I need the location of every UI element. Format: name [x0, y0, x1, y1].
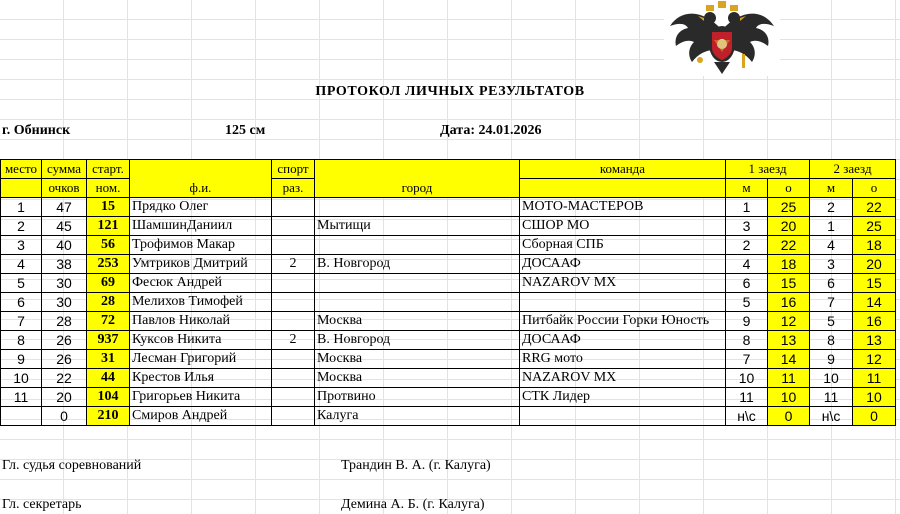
- result-city: Москва: [315, 369, 520, 388]
- result-rider-name: Куксов Никита: [130, 331, 272, 350]
- result-start-number: 121: [87, 217, 130, 236]
- result-points-total: 0: [42, 407, 87, 426]
- result-sport-rank: 2: [272, 331, 315, 350]
- table-row: [1, 350, 896, 369]
- result-rider-name: Трофимов Макар: [130, 236, 272, 255]
- result-start-number: 31: [87, 350, 130, 369]
- result-race1-points: 25: [768, 198, 810, 217]
- result-start-number: 72: [87, 312, 130, 331]
- chief-secretary-name: Демина А. Б. (г. Калуга): [341, 497, 485, 512]
- result-city: Москва: [315, 350, 520, 369]
- table-row: [1, 331, 896, 350]
- result-city: [315, 198, 520, 217]
- result-race1-points: 22: [768, 236, 810, 255]
- result-race2-points: 14: [853, 293, 896, 312]
- table-row: [1, 312, 896, 331]
- header-race2-points: о: [853, 179, 896, 198]
- result-race1-place: 2: [726, 236, 768, 255]
- result-rider-name: Фесюк Андрей: [130, 274, 272, 293]
- result-points-total: 30: [42, 293, 87, 312]
- result-race1-place: 10: [726, 369, 768, 388]
- result-start-number: 15: [87, 198, 130, 217]
- result-team: NAZAROV MX: [520, 274, 726, 293]
- header-name: ф.и.: [130, 160, 272, 198]
- result-city: [315, 293, 520, 312]
- result-points-total: 47: [42, 198, 87, 217]
- result-race1-points: 18: [768, 255, 810, 274]
- result-race1-points: 15: [768, 274, 810, 293]
- protocol-title: ПРОТОКОЛ ЛИЧНЫХ РЕЗУЛЬТАТОВ: [315, 84, 585, 99]
- result-race2-place: 7: [810, 293, 853, 312]
- result-start-number: 44: [87, 369, 130, 388]
- header-row-1: [1, 160, 896, 179]
- result-start-number: 210: [87, 407, 130, 426]
- result-race1-points: 10: [768, 388, 810, 407]
- result-rider-name: Григорьев Никита: [130, 388, 272, 407]
- result-race2-place: 4: [810, 236, 853, 255]
- result-team: NAZAROV MX: [520, 369, 726, 388]
- competition-city: г. Обнинск: [2, 123, 71, 138]
- result-race1-points: 20: [768, 217, 810, 236]
- result-race1-place: н\с: [726, 407, 768, 426]
- result-race2-points: 22: [853, 198, 896, 217]
- result-race2-place: 8: [810, 331, 853, 350]
- result-points-total: 45: [42, 217, 87, 236]
- result-race2-points: 10: [853, 388, 896, 407]
- result-race2-place: 6: [810, 274, 853, 293]
- result-points-total: 40: [42, 236, 87, 255]
- result-team: [520, 293, 726, 312]
- result-city: В. Новгород: [315, 255, 520, 274]
- table-row: [1, 388, 896, 407]
- result-rider-name: Павлов Николай: [130, 312, 272, 331]
- result-race1-points: 14: [768, 350, 810, 369]
- result-race1-points: 13: [768, 331, 810, 350]
- header-race1-points: о: [768, 179, 810, 198]
- result-race2-points: 16: [853, 312, 896, 331]
- competition-date: Дата: 24.01.2026: [440, 123, 542, 138]
- result-team: ДОСААФ: [520, 331, 726, 350]
- header-city: город: [315, 160, 520, 198]
- header-place: место: [1, 160, 42, 179]
- result-team: Сборная СПБ: [520, 236, 726, 255]
- result-place: 5: [1, 274, 42, 293]
- result-race1-points: 11: [768, 369, 810, 388]
- result-place: 2: [1, 217, 42, 236]
- result-place: 9: [1, 350, 42, 369]
- result-points-total: 38: [42, 255, 87, 274]
- result-start-number: 69: [87, 274, 130, 293]
- result-place: 8: [1, 331, 42, 350]
- table-row: [1, 407, 896, 426]
- result-race2-place: 3: [810, 255, 853, 274]
- result-race1-points: 0: [768, 407, 810, 426]
- result-sport-rank: [272, 350, 315, 369]
- table-row: [1, 255, 896, 274]
- result-start-number: 28: [87, 293, 130, 312]
- header-place-sub: [1, 179, 42, 198]
- result-team: МОТО-МАСТЕРОВ: [520, 198, 726, 217]
- result-place: [1, 407, 42, 426]
- result-city: Мытищи: [315, 217, 520, 236]
- header-race1-place: м: [726, 179, 768, 198]
- result-race2-points: 18: [853, 236, 896, 255]
- chief-secretary-label: Гл. секретарь: [2, 497, 82, 512]
- result-rider-name: Крестов Илья: [130, 369, 272, 388]
- result-race2-place: 9: [810, 350, 853, 369]
- result-race1-place: 6: [726, 274, 768, 293]
- table-row: [1, 369, 896, 388]
- result-rider-name: Мелихов Тимофей: [130, 293, 272, 312]
- result-place: 10: [1, 369, 42, 388]
- chief-judge-name: Трандин В. А. (г. Калуга): [341, 458, 491, 473]
- result-sport-rank: [272, 407, 315, 426]
- result-race2-place: 5: [810, 312, 853, 331]
- result-race1-points: 12: [768, 312, 810, 331]
- result-race2-points: 0: [853, 407, 896, 426]
- result-city: [315, 274, 520, 293]
- result-place: 4: [1, 255, 42, 274]
- result-start-number: 56: [87, 236, 130, 255]
- result-sport-rank: [272, 217, 315, 236]
- result-place: 11: [1, 388, 42, 407]
- header-start-sub: ном.: [87, 179, 130, 198]
- result-city: [315, 236, 520, 255]
- result-place: 7: [1, 312, 42, 331]
- result-place: 3: [1, 236, 42, 255]
- result-race2-points: 15: [853, 274, 896, 293]
- result-team: [520, 407, 726, 426]
- result-city: В. Новгород: [315, 331, 520, 350]
- result-race2-points: 13: [853, 331, 896, 350]
- result-team: СТК Лидер: [520, 388, 726, 407]
- result-points-total: 20: [42, 388, 87, 407]
- result-start-number: 253: [87, 255, 130, 274]
- result-place: 6: [1, 293, 42, 312]
- result-city: Калуга: [315, 407, 520, 426]
- result-race1-points: 16: [768, 293, 810, 312]
- result-points-total: 26: [42, 350, 87, 369]
- result-rider-name: Смиров Андрей: [130, 407, 272, 426]
- result-team: ДОСААФ: [520, 255, 726, 274]
- result-race2-points: 25: [853, 217, 896, 236]
- result-points-total: 30: [42, 274, 87, 293]
- result-race2-place: 10: [810, 369, 853, 388]
- result-race1-place: 7: [726, 350, 768, 369]
- result-team: СШОР МО: [520, 217, 726, 236]
- header-race-2: 2 заезд: [810, 160, 896, 179]
- result-rider-name: Прядко Олег: [130, 198, 272, 217]
- result-race1-place: 5: [726, 293, 768, 312]
- chief-judge-label: Гл. судья соревнований: [2, 458, 142, 473]
- result-sport-rank: 2: [272, 255, 315, 274]
- header-team: команда: [520, 160, 726, 179]
- result-rider-name: Умтриков Дмитрий: [130, 255, 272, 274]
- result-race1-place: 1: [726, 198, 768, 217]
- result-points-total: 22: [42, 369, 87, 388]
- table-row: [1, 293, 896, 312]
- coat-of-arms-emblem: [664, 0, 780, 76]
- header-team-sub: [520, 179, 726, 198]
- result-race1-place: 11: [726, 388, 768, 407]
- header-sum: сумма: [42, 160, 87, 179]
- result-sport-rank: [272, 198, 315, 217]
- result-race1-place: 9: [726, 312, 768, 331]
- result-sport-rank: [272, 369, 315, 388]
- result-race2-place: 2: [810, 198, 853, 217]
- header-rank-sub: раз.: [272, 179, 315, 198]
- result-race2-points: 20: [853, 255, 896, 274]
- result-team: Питбайк России Горки Юность: [520, 312, 726, 331]
- result-sport-rank: [272, 236, 315, 255]
- result-race1-place: 8: [726, 331, 768, 350]
- table-row: [1, 198, 896, 217]
- header-rank: спорт: [272, 160, 315, 179]
- header-race-1: 1 заезд: [726, 160, 810, 179]
- result-race2-place: н\с: [810, 407, 853, 426]
- result-sport-rank: [272, 312, 315, 331]
- result-city: Москва: [315, 312, 520, 331]
- result-place: 1: [1, 198, 42, 217]
- result-race2-place: 1: [810, 217, 853, 236]
- header-race2-place: м: [810, 179, 853, 198]
- result-rider-name: ШамшинДаниил: [130, 217, 272, 236]
- table-row: [1, 274, 896, 293]
- header-start: старт.: [87, 160, 130, 179]
- result-points-total: 26: [42, 331, 87, 350]
- competition-class: 125 см: [225, 123, 266, 138]
- result-race2-place: 11: [810, 388, 853, 407]
- result-team: RRG мото: [520, 350, 726, 369]
- result-race1-place: 4: [726, 255, 768, 274]
- result-points-total: 28: [42, 312, 87, 331]
- result-sport-rank: [272, 274, 315, 293]
- result-start-number: 937: [87, 331, 130, 350]
- result-city: Протвино: [315, 388, 520, 407]
- result-race2-points: 11: [853, 369, 896, 388]
- result-sport-rank: [272, 388, 315, 407]
- result-race2-points: 12: [853, 350, 896, 369]
- results-table: [0, 159, 896, 426]
- result-rider-name: Лесман Григорий: [130, 350, 272, 369]
- table-row: [1, 236, 896, 255]
- result-sport-rank: [272, 293, 315, 312]
- header-sum-sub: очков: [42, 179, 87, 198]
- result-race1-place: 3: [726, 217, 768, 236]
- result-start-number: 104: [87, 388, 130, 407]
- table-row: [1, 217, 896, 236]
